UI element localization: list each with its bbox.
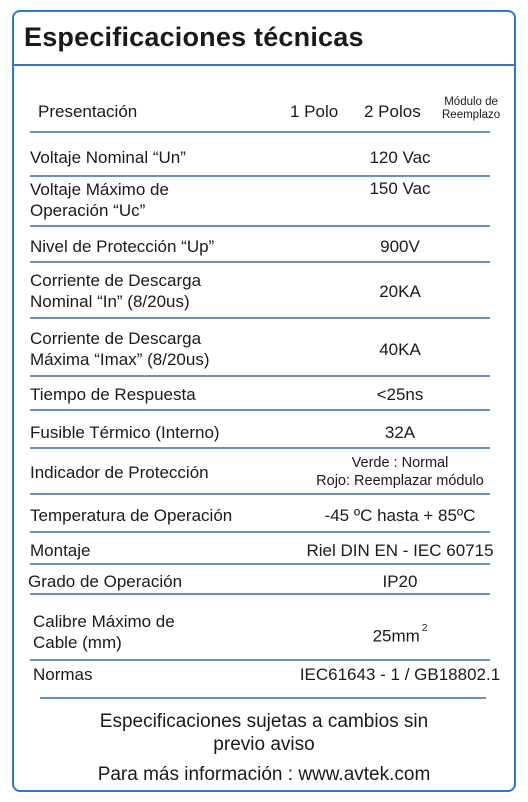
spec-row xyxy=(30,380,510,408)
spec-value-text: IP20 xyxy=(382,571,418,591)
spec-value-text: 120 Vac xyxy=(369,147,431,167)
spec-value xyxy=(285,339,515,360)
spec-label xyxy=(33,611,175,653)
spec-value-text: <25ns xyxy=(376,384,424,404)
spec-label-line: Voltaje Nominal “Un” xyxy=(30,147,186,167)
divider xyxy=(30,563,490,565)
spec-value-text: Rojo: Reemplazar módulo xyxy=(316,473,484,489)
unit-superscript: 2 xyxy=(421,622,428,634)
spec-value-line xyxy=(285,339,515,360)
divider xyxy=(30,493,490,495)
spec-row xyxy=(30,266,510,316)
spec-value-line xyxy=(285,540,515,561)
spec-value-text: 20KA xyxy=(379,281,421,301)
spec-value-text: Verde : Normal xyxy=(351,455,449,471)
spec-label-line: Nominal “In” (8/20us) xyxy=(30,292,190,311)
footer-note-line1: Especificaciones sujetas a cambios sin xyxy=(99,711,429,732)
spec-label-line: Fusible Térmico (Interno) xyxy=(30,422,220,442)
spec-value-line xyxy=(285,622,515,647)
footer-divider xyxy=(40,697,486,699)
divider xyxy=(30,593,490,595)
spec-value-text: 25mm xyxy=(372,626,420,646)
spec-value-text: 150 Vac xyxy=(369,179,431,198)
spec-value-line xyxy=(285,384,515,405)
spec-label xyxy=(33,664,93,685)
spec-value-text: 900V xyxy=(380,236,420,256)
spec-row xyxy=(30,418,510,446)
spec-row xyxy=(30,500,510,530)
divider xyxy=(30,447,490,449)
spec-value-line xyxy=(285,472,515,490)
spec-label-line: Operación “Uc” xyxy=(30,201,146,220)
spec-label-line: Voltaje Máximo de xyxy=(30,180,169,199)
spec-label xyxy=(28,571,182,592)
spec-label xyxy=(30,422,220,443)
spec-label xyxy=(30,270,201,312)
spec-value-line xyxy=(285,281,515,302)
spec-value-text: 40KA xyxy=(379,339,421,359)
spec-value-line xyxy=(285,178,515,199)
divider xyxy=(30,225,490,227)
spec-label-line: Nivel de Protección “Up” xyxy=(30,236,215,256)
spec-value-line xyxy=(285,664,515,685)
spec-label-line: Máxima “Imax” (8/20us) xyxy=(30,350,210,369)
spec-value-line xyxy=(285,505,515,526)
spec-value xyxy=(285,664,515,685)
spec-value-text: -45 ºC hasta + 85ºC xyxy=(324,505,476,525)
spec-value xyxy=(285,281,515,302)
spec-label-line: Montaje xyxy=(30,540,91,560)
spec-value xyxy=(285,622,515,647)
spec-label-line: Normas xyxy=(33,664,93,684)
spec-row xyxy=(30,452,510,492)
spec-label-line: Grado de Operación xyxy=(28,571,183,591)
header-col-modulo-line1: Módulo de xyxy=(444,96,498,108)
spec-value-line xyxy=(285,571,515,592)
spec-row xyxy=(30,176,510,224)
spec-value xyxy=(285,505,515,526)
footer-info: Para más información : www.avtek.com xyxy=(97,764,431,785)
spec-label-line: Calibre Máximo de xyxy=(33,612,175,631)
spec-value xyxy=(285,147,515,168)
spec-label xyxy=(30,540,90,561)
spec-row xyxy=(30,140,510,174)
divider xyxy=(30,375,490,377)
spec-value xyxy=(285,384,515,405)
footer-note xyxy=(12,710,516,756)
spec-row xyxy=(30,232,510,260)
header-col-modulo-line2: Reemplazo xyxy=(442,109,501,121)
spec-value-line xyxy=(285,147,515,168)
spec-label xyxy=(30,236,214,257)
spec-value xyxy=(285,178,515,199)
spec-label xyxy=(30,179,169,221)
divider xyxy=(30,131,490,133)
spec-label xyxy=(30,147,186,168)
spec-value xyxy=(285,422,515,443)
divider xyxy=(30,531,490,533)
spec-label xyxy=(30,505,232,526)
divider xyxy=(30,317,490,319)
spec-value xyxy=(285,540,515,561)
spec-label-line: Temperatura de Operación xyxy=(30,505,233,525)
divider xyxy=(30,409,490,411)
spec-value xyxy=(285,454,515,490)
spec-label-line: Cable (mm) xyxy=(33,633,122,652)
spec-row xyxy=(30,538,510,562)
header-col-2-polos: 2 Polos xyxy=(364,102,421,121)
spec-row xyxy=(30,324,510,374)
spec-label-line: Corriente de Descarga xyxy=(30,271,202,290)
spec-row xyxy=(30,570,510,592)
footer-note-line2: previo aviso xyxy=(213,734,315,755)
spec-value xyxy=(285,236,515,257)
spec-label-line: Indicador de Protección xyxy=(30,462,209,482)
spec-label-line: Tiempo de Respuesta xyxy=(30,384,196,404)
spec-row xyxy=(30,606,510,658)
spec-value-text: 32A xyxy=(384,422,416,442)
spec-value-line xyxy=(285,236,515,257)
page-title: Especificaciones técnicas xyxy=(24,22,364,52)
divider xyxy=(30,659,490,661)
spec-value-line xyxy=(285,454,515,472)
spec-value-text: Riel DIN EN - IEC 60715 xyxy=(306,540,494,560)
spec-label-line: Corriente de Descarga xyxy=(30,329,202,348)
header-label: Presentación xyxy=(38,102,138,121)
spec-row xyxy=(30,662,510,686)
spec-label xyxy=(30,462,209,483)
header-col-modulo xyxy=(442,96,500,122)
spec-value-text: IEC61643 - 1 / GB18802.1 xyxy=(299,664,501,684)
title-divider xyxy=(12,64,516,66)
spec-label xyxy=(30,328,209,370)
spec-value xyxy=(285,571,515,592)
divider xyxy=(30,261,490,263)
spec-value-line xyxy=(285,422,515,443)
spec-label xyxy=(30,384,196,405)
header-col-1-polo: 1 Polo xyxy=(290,102,339,121)
